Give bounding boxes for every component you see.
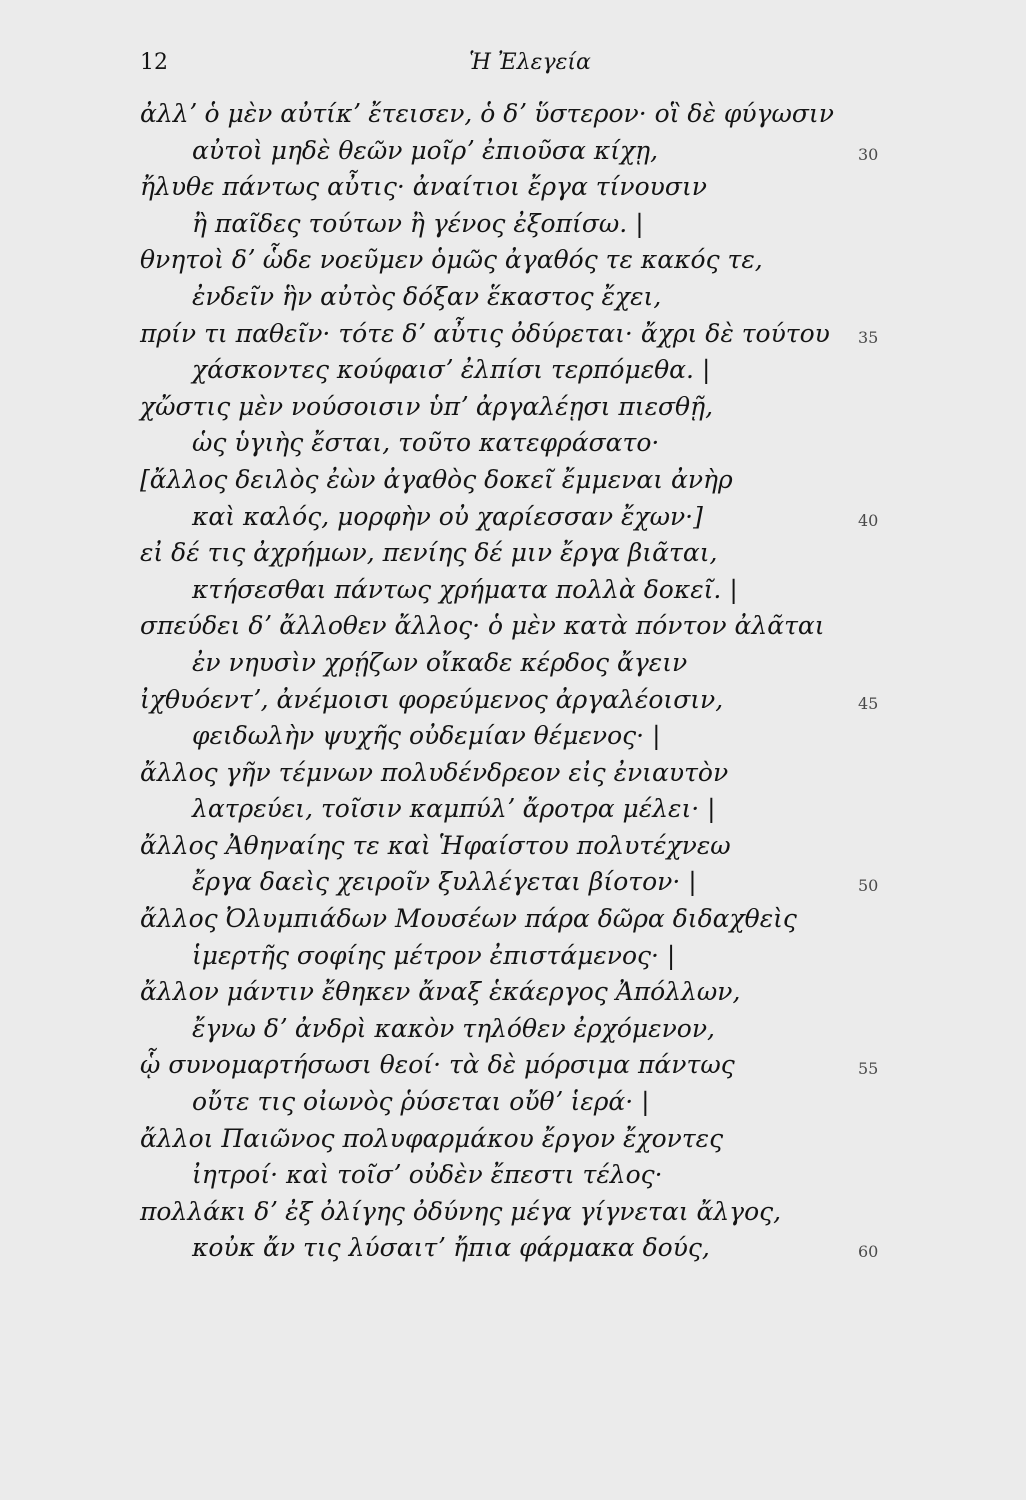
line-number: 45 [858, 693, 879, 713]
verse-line [140, 755, 900, 792]
verse-text: ἄλλος Ὀλυμπιάδων Μουσέων πάρα δῶρα διδαχθεὶς [140, 904, 797, 934]
line-number: 60 [858, 1242, 879, 1262]
verse-text: [ἄλλος δειλὸς ἐὼν ἀγαθὸς δοκεῖ ἔμμεναι ἀνὴρ [140, 464, 733, 494]
verse-line [140, 1047, 900, 1084]
verse-text: ἰητροί· καὶ τοῖσʼ οὐδὲν ἔπεστι τέλος· [192, 1160, 663, 1190]
verse-text: ἢ παῖδες τούτων ἢ γένος ἐξοπίσω. | [192, 208, 644, 238]
verse-line [140, 645, 900, 682]
verse-line [140, 96, 900, 133]
verse-line [140, 535, 900, 572]
verse-text: θνητοὶ δʼ ὧδε νοεῦμεν ὁμῶς ἀγαθός τε κακός τε, [140, 245, 763, 275]
verse-text: σπεύδει δʼ ἄλλοθεν ἄλλος· ὁ μὲν κατὰ πόντον ἀλᾶται [140, 611, 825, 641]
verse-line [140, 425, 900, 462]
verse-line [140, 242, 900, 279]
verse-line [140, 718, 900, 755]
verse-text: οὔτε τις οἰωνὸς ῥύσεται οὔθʼ ἱερά· | [192, 1087, 650, 1117]
verse-line [140, 1194, 900, 1231]
verse-text: ἄλλος γῆν τέμνων πολυδένδρεον εἰς ἐνιαυτὸν [140, 757, 729, 787]
verse-text: ἔγνω δʼ ἀνδρὶ κακὸν τηλόθεν ἐρχόμενον, [192, 1013, 715, 1043]
verse-line [140, 133, 900, 170]
verse-text: κτήσεσθαι πάντως χρήματα πολλὰ δοκεῖ. | [192, 574, 738, 604]
verse-text: αὐτοὶ μηδὲ θεῶν μοῖρʼ ἐπιοῦσα κίχῃ, [192, 135, 659, 165]
page-number: 12 [140, 50, 168, 75]
verse-line [140, 499, 900, 536]
verse-line [140, 682, 900, 719]
verse-line [140, 791, 900, 828]
verse-text: φειδωλὴν ψυχῆς οὐδεμίαν θέμενος· | [192, 721, 661, 751]
verse-line [140, 279, 900, 316]
verse-text: ἄλλοι Παιῶνος πολυφαρμάκου ἔργον ἔχοντες [140, 1123, 724, 1153]
line-number: 40 [858, 510, 879, 530]
verse-text: πρίν τι παθεῖν· τότε δʼ αὖτις ὀδύρεται· ἄχρι δὲ τούτου [140, 318, 830, 348]
verse-line [140, 1121, 900, 1158]
verse-text: ἄλλον μάντιν ἔθηκεν ἄναξ ἑκάεργος Ἀπόλλων, [140, 977, 741, 1007]
verse-text: ἐνδεῖν ἣν αὐτὸς δόξαν ἕκαστος ἔχει, [192, 281, 662, 311]
verse-line [140, 1011, 900, 1048]
verse-line [140, 938, 900, 975]
verse-line [140, 1157, 900, 1194]
verse-line [140, 828, 900, 865]
verse-line [140, 1230, 900, 1267]
line-number: 30 [858, 144, 879, 164]
verse-text: χὤστις μὲν νούσοισιν ὑπʼ ἀργαλέῃσι πιεσθῇ, [140, 391, 714, 421]
verse-text: ᾧ συνομαρτήσωσι θεοί· τὰ δὲ μόρσιμα πάντως [140, 1050, 735, 1080]
verse-text: εἰ δέ τις ἀχρήμων, πενίης δέ μιν ἔργα βιᾶται, [140, 538, 718, 568]
verse-text: κοὐκ ἄν τις λύσαιτʼ ἤπια φάρμακα δούς, [192, 1233, 710, 1263]
verse-line [140, 864, 900, 901]
verse-text: ἔργα δαεὶς χειροῖν ξυλλέγεται βίοτον· | [192, 867, 697, 897]
verse-line [140, 901, 900, 938]
verse-text: ἰχθυόεντʼ, ἀνέμοισι φορεύμενος ἀργαλέοισιν, [140, 684, 724, 714]
verse-line [140, 1084, 900, 1121]
verse-text: ἐν νηυσὶν χρῄζων οἴκαδε κέρδος ἄγειν [192, 647, 688, 677]
verse-line [140, 389, 900, 426]
verse-text: χάσκοντες κούφαισʼ ἐλπίσι τερπόμεθα. | [192, 355, 711, 385]
verse-line [140, 974, 900, 1011]
verse-line [140, 169, 900, 206]
verse-line [140, 608, 900, 645]
line-number: 55 [858, 1059, 879, 1079]
verse-line [140, 352, 900, 389]
verse-text: καὶ καλός, μορφὴν οὐ χαρίεσσαν ἔχων·] [192, 501, 703, 531]
verse-text: πολλάκι δʼ ἐξ ὀλίγης ὀδύνης μέγα γίγνεται ἄλγος, [140, 1196, 782, 1226]
page-header [140, 50, 860, 86]
verse-line [140, 462, 900, 499]
verse-block [140, 96, 900, 1267]
verse-text: ἱμερτῆς σοφίης μέτρον ἐπιστάμενος· | [192, 940, 676, 970]
line-number: 35 [858, 327, 879, 347]
line-number: 50 [858, 876, 879, 896]
running-title: Ἡ Ἐλεγεία [469, 50, 591, 75]
verse-text: ὡς ὑγιὴς ἔσται, τοῦτο κατεφράσατο· [192, 428, 660, 458]
verse-line [140, 572, 900, 609]
verse-text: ἀλλʼ ὁ μὲν αὐτίκʼ ἔτεισεν, ὁ δʼ ὕστερον· οἳ δὲ φύγωσιν [140, 99, 834, 128]
verse-text: λατρεύει, τοῖσιν καμπύλʼ ἄροτρα μέλει· | [192, 794, 716, 824]
verse-line [140, 316, 900, 353]
verse-line [140, 206, 900, 243]
verse-text: ἄλλος Ἀθηναίης τε καὶ Ἡφαίστου πολυτέχνεω [140, 830, 731, 860]
verse-text: ἤλυθε πάντως αὖτις· ἀναίτιοι ἔργα τίνουσιν [140, 172, 707, 202]
